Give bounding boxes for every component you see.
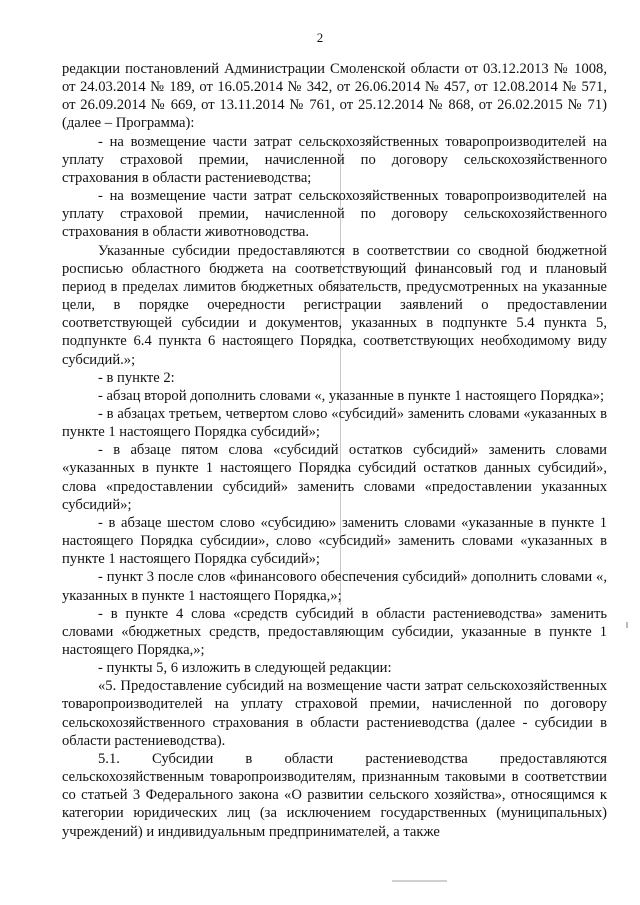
- paragraph: Указанные субсидии предоставляются в соответствии со сводной бюджетной росписью областного бюджета на соответствующий финансовый год и плановый период в пределах лимитов бюджетных обязательств, предусмотренных на указанные цели, в порядке очередности регистрации заявлений о предоставлении соответствующей субсидии и документов, указанных в подпункте 5.4 пункта 5, подпункте 6.4 пункта 6 настоящего Порядка, соответствующих необходимому виду субсидий.»;: [62, 242, 607, 368]
- paragraph: - пункт 3 после слов «финансового обеспечения субсидий» дополнить словами «, указанных в пункте 1 настоящего Порядка,»;: [62, 569, 607, 604]
- paragraph: редакции постановлений Администрации Смоленской области от 03.12.2013 № 1008, от 24.03.2014 № 189, от 16.05.2014 № 342, от 26.06.2014 № 457, от 12.08.2014 № 571, от 26.09.2014 № 669, от 13.11.2014 № 761, от 25.12.2014 № 868, от 26.02.2015 № 71) (далее – Программа):: [62, 61, 607, 132]
- paragraph: - в абзаце шестом слово «субсидию» заменить словами «указанные в пункте 1 настоящего Порядка субсидии», слово «субсидий» заменить словами «указанных в пункте 1 настоящего Порядка субсидий»;: [62, 514, 607, 568]
- paragraph: - пункты 5, 6 изложить в следующей редакции:: [98, 660, 392, 677]
- scan-bottom-mark: [392, 880, 447, 882]
- paragraph: 5.1. Субсидии в области растениеводства предоставляются сельскохозяйственным товаропроизводителям, признанным таковыми в соответствии со статьей 3 Федерального закона «О развитии сельского хозяйства», относящимся к категории юридических лиц (за исключением государственных (муниципальных) учреждений) и индивидуальным предпринимателей, а также: [62, 750, 607, 840]
- page-number: 2: [316, 30, 324, 45]
- paragraph: - абзац второй дополнить словами «, указанные в пункте 1 настоящего Порядка»;: [98, 387, 605, 404]
- paragraph: - в пункте 4 слова «средств субсидий в области растениеводства» заменить словами «бюджетных средств, предоставляющим субсидии, указанные в пункте 1 настоящего Порядка,»;: [62, 605, 607, 658]
- paragraph: - в абзацах третьем, четвертом слово «субсидий» заменить словами «указанных в пункте 1 настоящего Порядка субсидий»;: [62, 405, 607, 441]
- paragraph: - в пункте 2:: [98, 369, 175, 386]
- scan-speck: [626, 622, 628, 628]
- paragraph: - на возмещение части затрат сельскохозяйственных товаропроизводителей на уплату страховой премии, начисленной по договору сельскохозяйственного страхования в области животноводства.: [62, 188, 607, 241]
- paragraph: «5. Предоставление субсидий на возмещение части затрат сельскохозяйственных товаропроизводителей на уплату страховой премии, начисленной по договору сельскохозяйственного страхования в области растениеводства (далее - субсидии в области растениеводства).: [62, 678, 607, 749]
- paragraph: - в абзаце пятом слова «субсидий остатков субсидий» заменить словами «указанных в пункте 1 настоящего Порядка субсидий остатков данных субсидий», слова «предоставлении субсидий» заменить словами «предоставлении указанных субсидий»;: [62, 442, 607, 513]
- paragraph: - на возмещение части затрат сельскохозяйственных товаропроизводителей на уплату страховой премии, начисленной по договору сельскохозяйственного страхования в области растениеводства;: [62, 133, 607, 186]
- document-body: [62, 60, 607, 841]
